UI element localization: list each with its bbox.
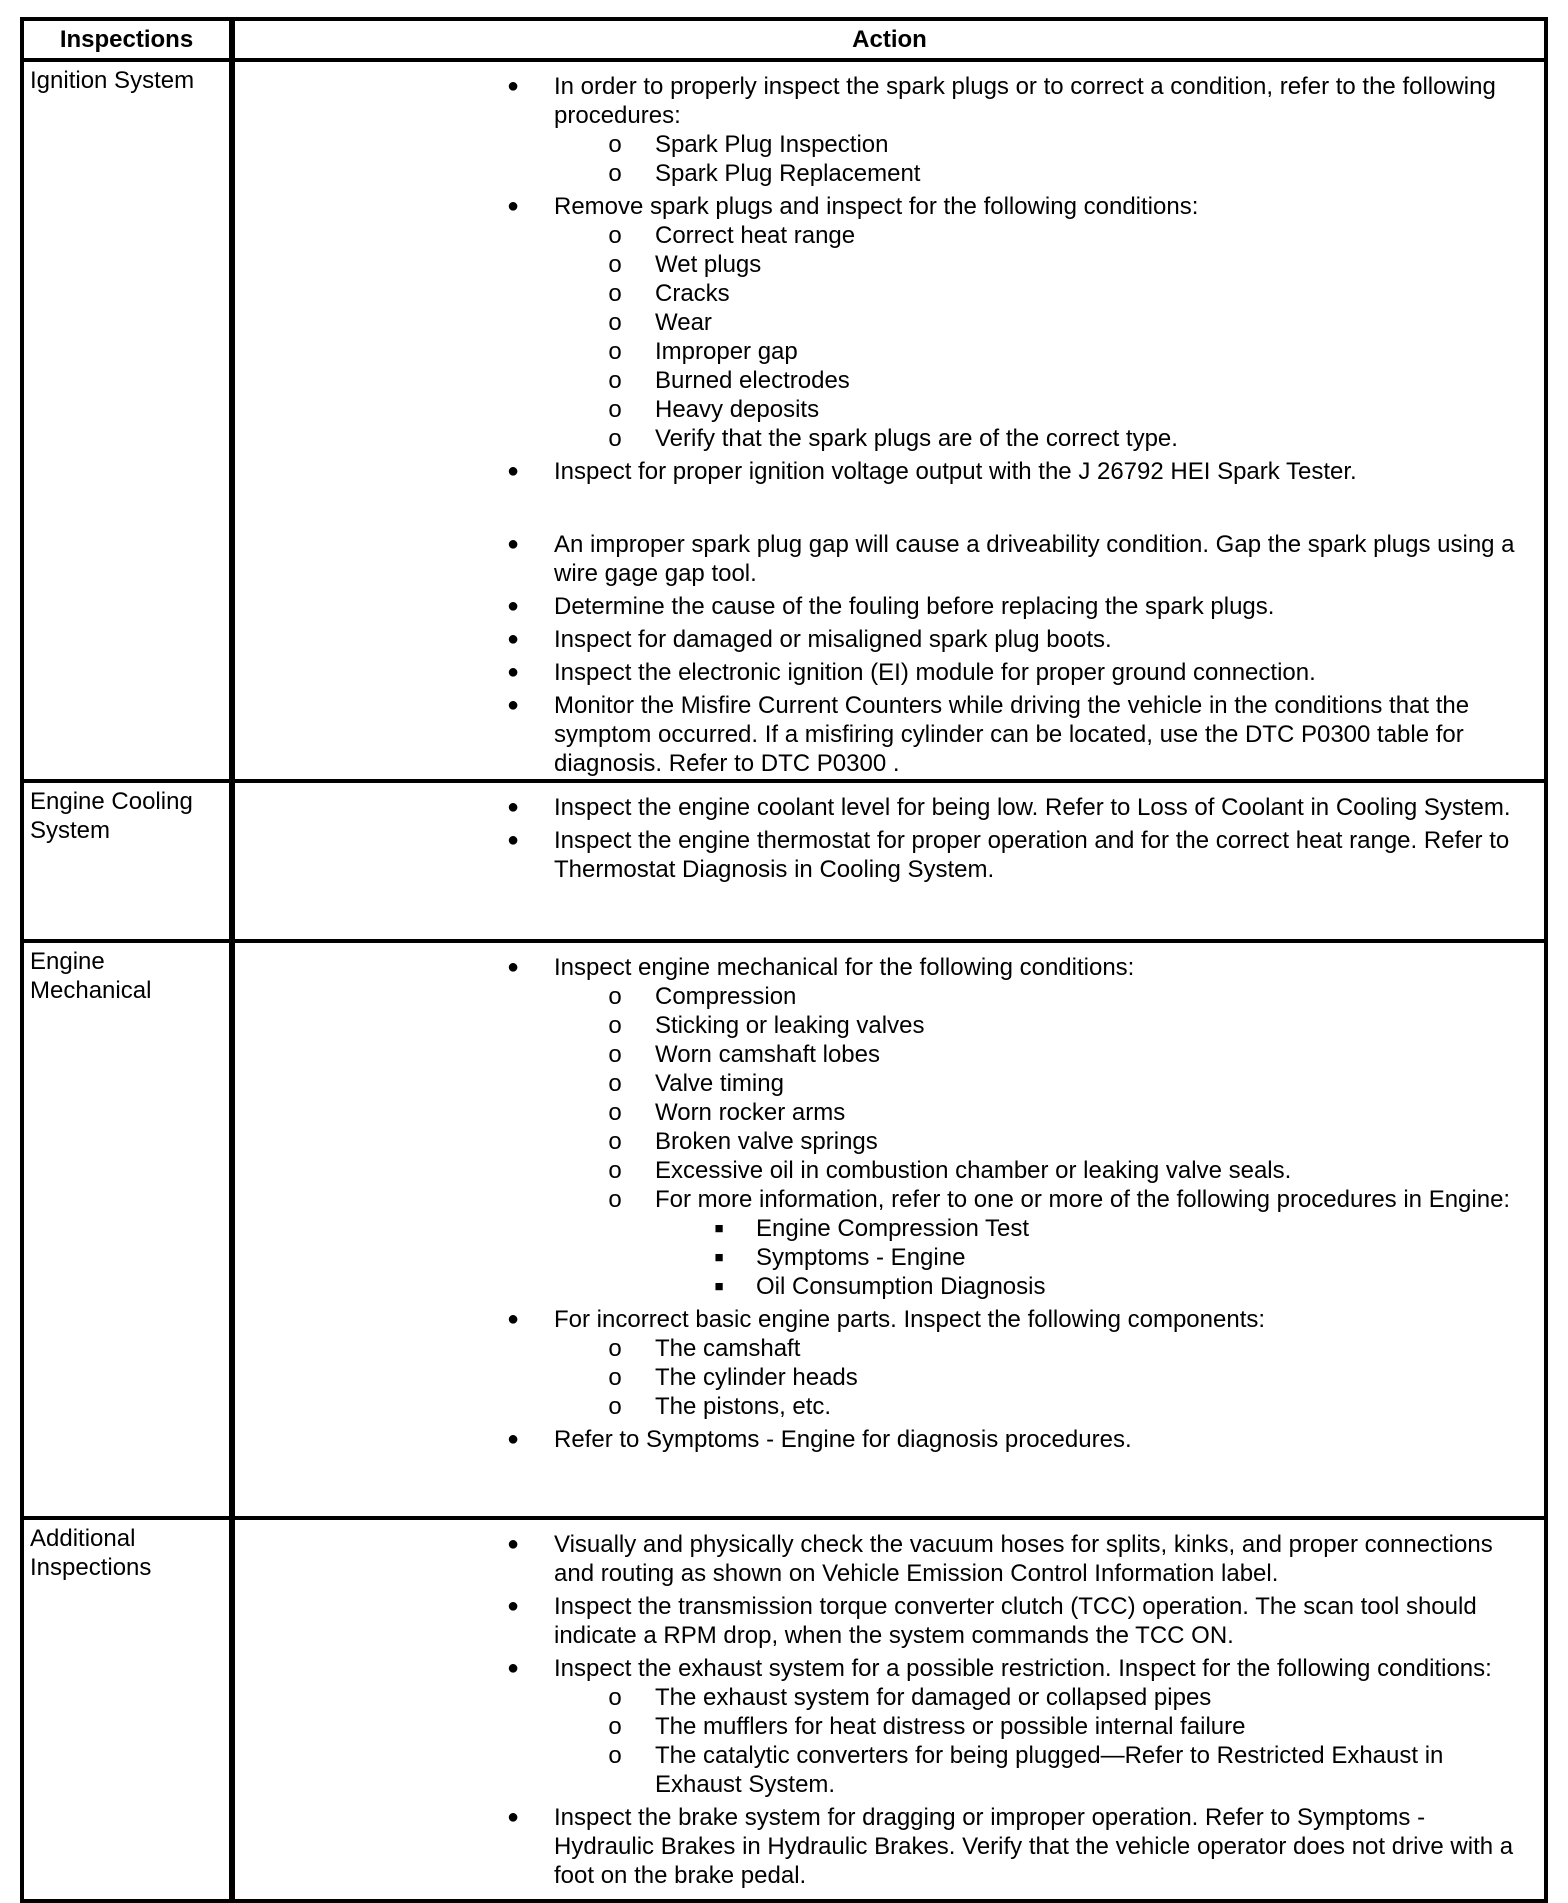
circle-bullet-icon: o [608,1070,622,1097]
bullet-icon: ● [506,1428,520,1450]
bullet-icon: ● [506,195,520,217]
circle-bullet-icon: o [608,1186,622,1213]
bullet-item [235,658,1524,687]
item-text: Inspect the engine thermostat for proper operation and for the correct heat range. Refer to Thermostat Diagnosis in Cooling System. [554,827,1510,883]
inspection-name: Additional Inspections [22,1518,232,1901]
sub-item [235,1741,1524,1799]
bullet-item [235,72,1524,130]
bullet-item [235,1425,1524,1454]
sub-item [235,1156,1524,1185]
sub-item [235,1127,1524,1156]
bullet-icon: ● [506,829,520,851]
sub-item [235,424,1524,453]
sub-item [235,1011,1524,1040]
item-text: The pistons, etc. [655,1393,832,1420]
circle-bullet-icon: o [608,1157,622,1184]
circle-bullet-icon: o [608,309,622,336]
item-text: The camshaft [655,1335,801,1362]
square-bullet-icon: ■ [714,1249,724,1266]
circle-bullet-icon: o [608,280,622,307]
bullet-item [235,192,1524,221]
item-text: Worn camshaft lobes [655,1041,880,1068]
circle-bullet-icon: o [608,1713,622,1740]
bullet-item [235,625,1524,654]
sub-item [235,1334,1524,1363]
table-row [22,1518,1546,1901]
circle-bullet-icon: o [608,367,622,394]
circle-bullet-icon: o [608,425,622,452]
sub-item [235,1363,1524,1392]
sub-item [235,1185,1524,1214]
inspection-name: Engine Cooling System [22,781,232,941]
column-header-action: Action [232,19,1546,60]
item-text: The catalytic converters for being plugged—Refer to Restricted Exhaust in Exhaust System. [655,1742,1444,1798]
circle-bullet-icon: o [608,1012,622,1039]
item-text: Refer to Symptoms - Engine for diagnosis procedures. [554,1426,1132,1453]
sub-item [235,1069,1524,1098]
spacer [235,486,1524,530]
item-text: Visually and physically check the vacuum hoses for splits, kinks, and proper connections and routing as shown on Vehicle Emission Control Information label. [554,1531,1493,1587]
bullet-icon: ● [506,956,520,978]
item-text: Wet plugs [655,251,762,278]
item-text: Excessive oil in combustion chamber or leaking valve seals. [655,1157,1292,1184]
sub-item [235,250,1524,279]
item-text: Wear [655,309,712,336]
sub-item [235,130,1524,159]
circle-bullet-icon: o [608,131,622,158]
sub-item [235,308,1524,337]
item-text: Inspect for damaged or misaligned spark plug boots. [554,626,1112,653]
item-text: Inspect the exhaust system for a possible restriction. Inspect for the following conditions: [554,1655,1492,1682]
item-text: Verify that the spark plugs are of the correct type. [655,425,1178,452]
circle-bullet-icon: o [608,1364,622,1391]
item-text: Valve timing [655,1070,784,1097]
bullet-icon: ● [506,1657,520,1679]
item-text: Spark Plug Inspection [655,131,889,158]
action-cell [232,781,1546,941]
item-text: Correct heat range [655,222,856,249]
circle-bullet-icon: o [608,338,622,365]
bullet-item [235,1592,1524,1650]
table-row [22,60,1546,781]
sub-item [235,1712,1524,1741]
item-text: Inspect the brake system for dragging or improper operation. Refer to Symptoms - Hydraulic Brakes in Hydraulic Brakes. Verify that the vehicle operator does not drive with a foot on the brake pedal. [554,1804,1514,1889]
item-text: Heavy deposits [655,396,820,423]
item-text: Oil Consumption Diagnosis [756,1273,1046,1300]
item-text: In order to properly inspect the spark plugs or to correct a condition, refer to the following procedures: [554,73,1496,129]
item-text: For more information, refer to one or more of the following procedures in Engine: [655,1186,1511,1213]
action-cell [232,1518,1546,1901]
circle-bullet-icon: o [608,1742,622,1769]
circle-bullet-icon: o [608,1099,622,1126]
circle-bullet-icon: o [608,1393,622,1420]
circle-bullet-icon: o [608,160,622,187]
sub-item [235,395,1524,424]
bullet-item [235,457,1524,486]
table-row [22,781,1546,941]
item-text: Burned electrodes [655,367,850,394]
square-bullet-icon: ■ [714,1220,724,1237]
sub-item [235,221,1524,250]
circle-bullet-icon: o [608,396,622,423]
inspection-name: Engine Mechanical [22,941,232,1518]
bullet-icon: ● [506,75,520,97]
bullet-item [235,691,1524,778]
circle-bullet-icon: o [608,1041,622,1068]
item-text: The exhaust system for damaged or collapsed pipes [655,1684,1212,1711]
table-row [22,941,1546,1518]
action-cell [232,60,1546,781]
column-header-inspections: Inspections [22,19,232,60]
item-text: Inspect engine mechanical for the following conditions: [554,954,1135,981]
square-bullet-icon: ■ [714,1278,724,1295]
bullet-icon: ● [506,1806,520,1828]
sub-item [235,159,1524,188]
item-text: Inspect the electronic ignition (EI) module for proper ground connection. [554,659,1316,686]
item-text: Inspect the engine coolant level for being low. Refer to Loss of Coolant in Cooling System. [554,794,1511,821]
item-text: Inspect for proper ignition voltage output with the J 26792 HEI Spark Tester. [554,458,1357,485]
circle-bullet-icon: o [608,1128,622,1155]
bullet-item [235,1305,1524,1334]
inspection-table [20,17,1548,1903]
bullet-icon: ● [506,595,520,617]
bullet-item [235,826,1524,884]
circle-bullet-icon: o [608,983,622,1010]
item-text: Cracks [655,280,730,307]
bullet-item [235,1803,1524,1890]
sub-item [235,1392,1524,1421]
bullet-item [235,530,1524,588]
bullet-icon: ● [506,460,520,482]
item-text: Determine the cause of the fouling before replacing the spark plugs. [554,593,1275,620]
bullet-item [235,793,1524,822]
sub-item [235,337,1524,366]
bullet-icon: ● [506,796,520,818]
bullet-item [235,592,1524,621]
sub-item [235,1040,1524,1069]
circle-bullet-icon: o [608,1684,622,1711]
sub-item [235,366,1524,395]
header-row [22,19,1546,60]
item-text: Symptoms - Engine [756,1244,966,1271]
item-text: Worn rocker arms [655,1099,846,1126]
inspection-name: Ignition System [22,60,232,781]
item-text: Spark Plug Replacement [655,160,921,187]
bullet-icon: ● [506,661,520,683]
bullet-item [235,1530,1524,1588]
sub-item [235,279,1524,308]
bullet-icon: ● [506,1533,520,1555]
item-text: Inspect the transmission torque converter clutch (TCC) operation. The scan tool should indicate a RPM drop, when the system commands the TCC ON. [554,1593,1477,1649]
sub-sub-item [235,1272,1524,1301]
sub-item [235,1098,1524,1127]
sub-item [235,1683,1524,1712]
circle-bullet-icon: o [608,222,622,249]
item-text: Monitor the Misfire Current Counters while driving the vehicle in the conditions that the symptom occurred. If a misfiring cylinder can be located, use the DTC P0300 table for diagnosis. Refer to DTC P0300 . [554,692,1470,777]
item-text: Sticking or leaking valves [655,1012,925,1039]
item-text: Remove spark plugs and inspect for the following conditions: [554,193,1199,220]
sub-sub-item [235,1243,1524,1272]
bullet-icon: ● [506,1595,520,1617]
item-text: The cylinder heads [655,1364,858,1391]
bullet-item [235,1654,1524,1683]
circle-bullet-icon: o [608,251,622,278]
bullet-icon: ● [506,533,520,555]
item-text: The mufflers for heat distress or possible internal failure [655,1713,1246,1740]
bullet-item [235,953,1524,982]
sub-item [235,982,1524,1011]
circle-bullet-icon: o [608,1335,622,1362]
bullet-icon: ● [506,1308,520,1330]
item-text: Engine Compression Test [756,1215,1030,1242]
item-text: Improper gap [655,338,798,365]
item-text: Compression [655,983,797,1010]
bullet-icon: ● [506,628,520,650]
bullet-icon: ● [506,694,520,716]
item-text: Broken valve springs [655,1128,878,1155]
item-text: For incorrect basic engine parts. Inspect the following components: [554,1306,1266,1333]
sub-sub-item [235,1214,1524,1243]
item-text: An improper spark plug gap will cause a driveability condition. Gap the spark plugs using a wire gage gap tool. [554,531,1515,587]
action-cell [232,941,1546,1518]
